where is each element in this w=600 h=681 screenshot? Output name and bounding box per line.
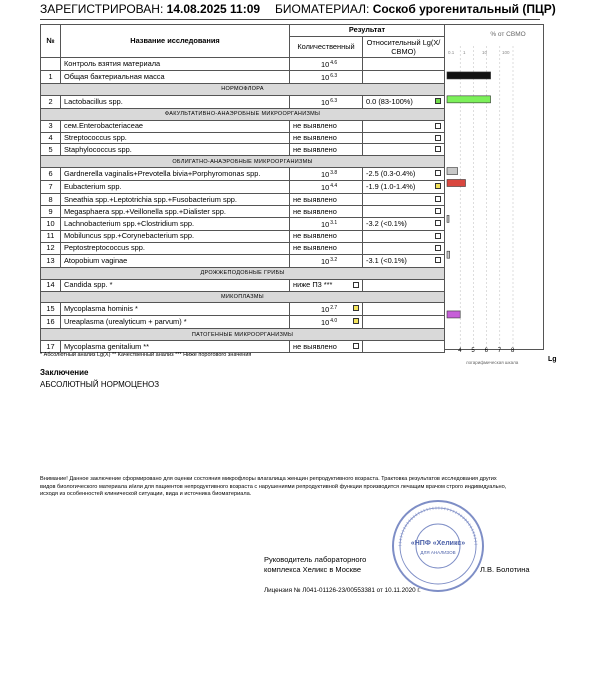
- results-table: [40, 24, 445, 353]
- table-row: [41, 341, 445, 353]
- flag-square: [353, 305, 359, 311]
- test-name: Mobiluncus spp.+Corynebacterium spp.: [61, 231, 290, 243]
- chart-axis: [448, 348, 548, 378]
- qty-value: $10^{4.0}$: [290, 316, 363, 329]
- row-num: 14: [41, 279, 61, 291]
- stamp-sub: ДЛЯ АНАЛИЗОВ: [420, 550, 456, 555]
- qty-value: не выявлено: [290, 341, 363, 353]
- rel-value: [363, 242, 445, 254]
- table-row: [41, 279, 445, 291]
- flag-square: [435, 257, 441, 263]
- test-name: Sneathia spp.+Leptotrichia spp.+Fusobacterium spp.: [61, 194, 290, 206]
- qty-value: ниже П3 ***: [290, 279, 363, 291]
- row-num: 8: [41, 194, 61, 206]
- qty-value: $10^{4.4}$: [290, 181, 363, 194]
- qty-value: не выявлено: [290, 120, 363, 132]
- row-num: 15: [41, 303, 61, 316]
- qty-value: $10^{3.2}$: [290, 254, 363, 267]
- rel-value: [363, 206, 445, 218]
- test-name: Ureaplasma (urealyticum + parvum) *: [61, 316, 290, 329]
- qty-value: не выявлено: [290, 194, 363, 206]
- header-divider: [40, 19, 540, 20]
- table-row: [41, 316, 445, 329]
- row-num: 4: [41, 132, 61, 144]
- biomaterial: БИОМАТЕРИАЛ: Соскоб урогенитальный (ПЦР): [275, 2, 556, 16]
- test-name: Peptostreptococcus spp.: [61, 242, 290, 254]
- test-name: Gardnerella vaginalis+Prevotella bivia+Porphyromonas spp.: [61, 168, 290, 181]
- test-name: Streptococcus spp.: [61, 132, 290, 144]
- rel-value: -2.5 (0.3-0.4%): [363, 168, 445, 181]
- license: Лицензия № Л041-01126-23/00553381 от 10.11.2020 г.: [264, 587, 421, 594]
- axis-title: логарифмическая шкала: [466, 360, 519, 365]
- footnote: * Абсолютный анализ Lg(X) ** Качественный анализ *** Ниже порогового значения: [40, 352, 252, 358]
- flag-square: [435, 123, 441, 129]
- registered: ЗАРЕГИСТРИРОВАН: 14.08.2025 11:09: [40, 2, 261, 16]
- axis-tick-label: 4: [458, 348, 462, 354]
- table-row: [41, 242, 445, 254]
- chart-bar: [447, 96, 491, 103]
- signer-role: Руководитель лабораторного комплекса Хеликс в Москве: [264, 555, 367, 574]
- flag-square: [353, 318, 359, 324]
- top-tick-label: 10: [482, 50, 488, 55]
- rel-value: [363, 144, 445, 156]
- test-name: Mycoplasma hominis *: [61, 303, 290, 316]
- signer-name: Л.В. Болотина: [480, 565, 530, 574]
- top-tick-label: 100: [502, 50, 510, 55]
- section-title: НОРМОФЛОРА: [41, 83, 445, 95]
- qty-value: $10^{3.1}$: [290, 218, 363, 231]
- flag-square: [435, 98, 441, 104]
- test-name: Atopobium vaginae: [61, 254, 290, 267]
- row-num: 11: [41, 231, 61, 243]
- section-row: [41, 291, 445, 303]
- row-num: 2: [41, 95, 61, 108]
- qty-value: не выявлено: [290, 132, 363, 144]
- chart-bar: [447, 72, 491, 79]
- qty-value: $10^{2.7}$: [290, 303, 363, 316]
- qty-value: не выявлено: [290, 144, 363, 156]
- row-num: 7: [41, 181, 61, 194]
- table-row: [41, 57, 445, 70]
- rel-value: -3.2 (<0.1%): [363, 218, 445, 231]
- rel-value: [363, 57, 445, 70]
- flag-square: [435, 146, 441, 152]
- table-row: [41, 168, 445, 181]
- col-name: Название исследования: [61, 25, 290, 58]
- rel-value: [363, 194, 445, 206]
- rel-value: -3.1 (<0.1%): [363, 254, 445, 267]
- axis-tick-label: 7: [497, 348, 502, 354]
- rel-value: [363, 279, 445, 291]
- flag-square: [435, 220, 441, 226]
- row-num: 13: [41, 254, 61, 267]
- row-num: 5: [41, 144, 61, 156]
- table-row: [41, 95, 445, 108]
- qty-value: $10^{6.3}$: [290, 95, 363, 108]
- table-row: [41, 144, 445, 156]
- flag-square: [435, 245, 441, 251]
- test-name: Staphylococcus spp.: [61, 144, 290, 156]
- qty-value: не выявлено: [290, 206, 363, 218]
- col-rel: Относительный Lg(X/СВМО): [363, 36, 445, 57]
- top-tick-label: 0.1: [448, 50, 455, 55]
- row-num: 3: [41, 120, 61, 132]
- row-num: 12: [41, 242, 61, 254]
- section-title: МИКОПЛАЗМЫ: [41, 291, 445, 303]
- axis-tick-label: 5: [471, 348, 475, 354]
- test-name: Megasphaera spp.+Veillonella spp.+Dialister spp.: [61, 206, 290, 218]
- section-title: ОБЛИГАТНО-АНАЭРОБНЫЕ МИКРООРГАНИЗМЫ: [41, 156, 445, 168]
- flag-square: [435, 196, 441, 202]
- qty-value: $10^{4.6}$: [290, 57, 363, 70]
- axis-tick-label: 6: [484, 348, 488, 354]
- chart-svg: [444, 24, 544, 349]
- row-num: 10: [41, 218, 61, 231]
- section-row: [41, 108, 445, 120]
- test-name: Контроль взятия материала: [61, 57, 290, 70]
- table-row: [41, 194, 445, 206]
- col-qty: Количественный: [290, 36, 363, 57]
- chart-bar: [447, 168, 458, 175]
- table-row: [41, 132, 445, 144]
- flag-square: [435, 135, 441, 141]
- section-title: ДРОЖЖЕПОДОБНЫЕ ГРИБЫ: [41, 267, 445, 279]
- row-num: 1: [41, 70, 61, 83]
- section-title: ФАКУЛЬТАТИВНО-АНАЭРОБНЫЕ МИКРООРГАНИЗМЫ: [41, 108, 445, 120]
- rel-value: [363, 316, 445, 329]
- flag-square: [353, 282, 359, 288]
- flag-square: [435, 233, 441, 239]
- chart-bar: [447, 311, 460, 318]
- section-title: ПАТОГЕННЫЕ МИКРООРГАНИЗМЫ: [41, 329, 445, 341]
- row-num: 6: [41, 168, 61, 181]
- chart-header: % от СВМО: [490, 31, 526, 38]
- row-num: 16: [41, 316, 61, 329]
- rel-value: [363, 231, 445, 243]
- qty-value: не выявлено: [290, 242, 363, 254]
- qty-value: $10^{3.8}$: [290, 168, 363, 181]
- stamp-seal: [390, 498, 486, 594]
- rel-value: [363, 120, 445, 132]
- row-num: 17: [41, 341, 61, 353]
- table-row: [41, 120, 445, 132]
- table-row: [41, 218, 445, 231]
- row-num: 9: [41, 206, 61, 218]
- flag-square: [353, 343, 359, 349]
- section-row: [41, 83, 445, 95]
- rel-value: 0.0 (83-100%): [363, 95, 445, 108]
- test-name: Lactobacillus spp.: [61, 95, 290, 108]
- report-header: [40, 2, 560, 18]
- rel-value: [363, 132, 445, 144]
- test-name: Общая бактериальная масса: [61, 70, 290, 83]
- table-row: [41, 206, 445, 218]
- test-name: Mycoplasma genitalium **: [61, 341, 290, 353]
- rel-value: -1.9 (1.0-1.4%): [363, 181, 445, 194]
- test-name: Eubacterium spp.: [61, 181, 290, 194]
- test-name: Lachnobacterium spp.+Clostridium spp.: [61, 218, 290, 231]
- section-row: [41, 156, 445, 168]
- rel-value: [363, 70, 445, 83]
- table-row: [41, 231, 445, 243]
- test-name: Candida spp. *: [61, 279, 290, 291]
- qty-value: $10^{6.3}$: [290, 70, 363, 83]
- top-tick-label: 1: [463, 50, 466, 55]
- table-row: [41, 181, 445, 194]
- axis-unit: Lg: [548, 356, 557, 363]
- conclusion-text: АБСОЛЮТНЫЙ НОРМОЦЕНОЗ: [40, 380, 160, 389]
- qty-value: не выявлено: [290, 231, 363, 243]
- table-row: [41, 303, 445, 316]
- flag-square: [435, 208, 441, 214]
- rel-value: [363, 341, 445, 353]
- section-row: [41, 267, 445, 279]
- row-num: [41, 57, 61, 70]
- section-row: [41, 329, 445, 341]
- test-name: сем.Enterobacteriaceae: [61, 120, 290, 132]
- flag-square: [435, 170, 441, 176]
- flag-square: [435, 183, 441, 189]
- col-result: Результат: [290, 25, 445, 37]
- chart-bar: [447, 251, 450, 258]
- chart-bar: [447, 180, 465, 187]
- axis-tick-label: 8: [511, 348, 515, 354]
- rel-value: [363, 303, 445, 316]
- col-num: №: [41, 25, 61, 58]
- table-row: [41, 254, 445, 267]
- conclusion-title: Заключение: [40, 368, 89, 377]
- stamp-center: «НПФ «Хеликс»: [410, 540, 466, 547]
- relative-chart: [444, 24, 544, 349]
- table-row: [41, 70, 445, 83]
- chart-bar: [447, 215, 449, 222]
- notice-text: Внимание! Данное заключение сформировано для оценки состояния микрофлоры влагалища женщин репродуктивного возраста. Трактовка результатов исследования других видов биологического материала и/или для пациентов непродуктивного возраста с нарушениями репродуктивной функции производится лечащим врачом строго индивидуально, исходя из особенностей клинической ситуации, вида и источника биоматериала.: [40, 476, 507, 497]
